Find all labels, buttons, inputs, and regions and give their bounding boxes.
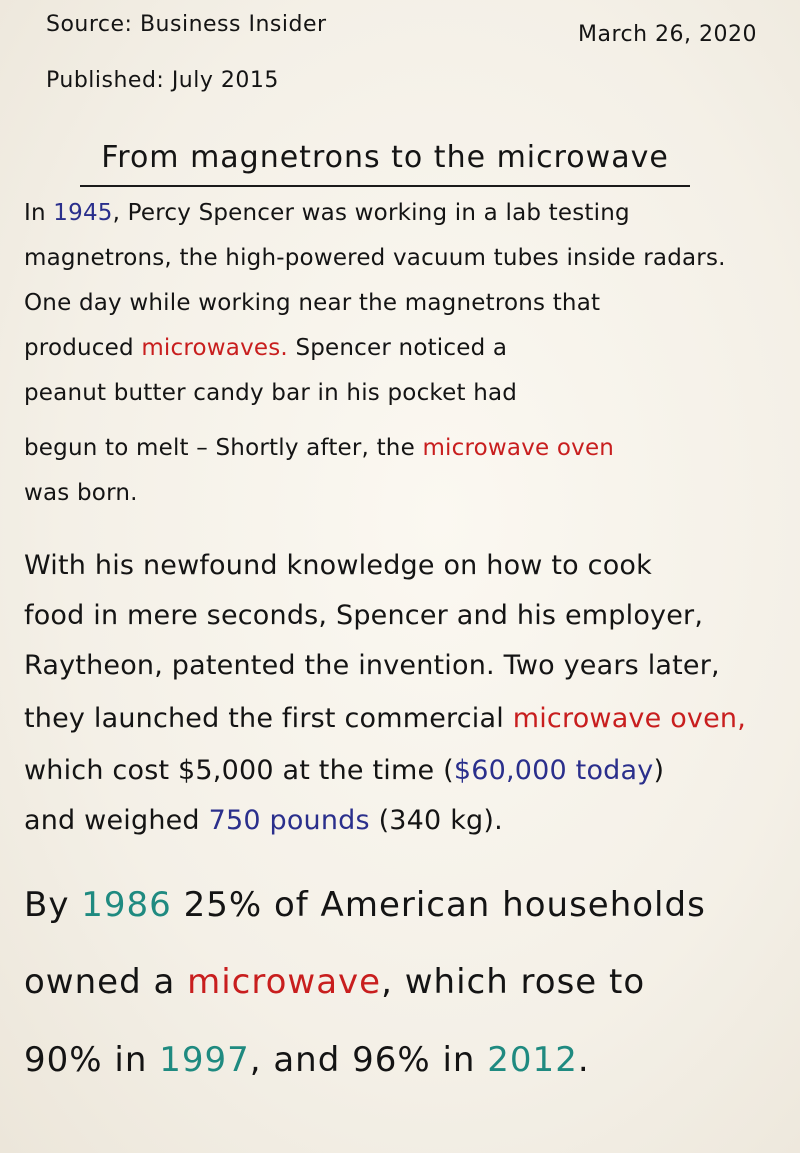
paragraph1-line2: magnetrons, the high-powered vacuum tubes inside radars. [24,245,726,271]
source-label: Source: Business Insider [46,12,327,37]
paragraph1-line5: peanut butter candy bar in his pocket had [24,380,518,406]
year-1986: 1986 [81,885,172,925]
weight-highlight: 750 pounds [208,805,370,836]
p3-l1-text-end: 25% of American households [171,885,706,925]
p3-l2-text: owned a [24,962,188,1002]
p3-l1-text: By [24,885,82,925]
paragraph3-line2 [24,962,645,1002]
paragraph1-line6 [24,435,614,461]
p3-l3-text-mid: , and 96% in [249,1040,488,1080]
p2-l5-text-end: ) [653,755,665,786]
microwaves-highlight: microwaves. [141,335,288,361]
paragraph2-line3: Raytheon, patented the invention. Two years later, [24,650,720,681]
paragraph1-line3: One day while working near the magnetrons that [24,290,601,316]
p1-l1-text-end: , Percy Spencer was working in a lab testing [112,200,630,226]
paragraph1-line7: was born. [24,480,138,506]
paragraph3-line3 [24,1040,590,1080]
paragraph2-line4 [24,703,746,734]
year-1945: 1945 [53,200,113,226]
p2-l6-text: and weighed [24,805,209,836]
p1-l4-text: produced [24,335,142,361]
p2-l6-text-end: (340 kg). [369,805,503,836]
paragraph2-line5 [24,755,664,786]
p1-l1-text: In [24,200,54,226]
title-underline [80,185,690,187]
p2-l4-text: they launched the first commercial [24,703,513,734]
page-title: From magnetrons to the microwave [101,140,669,175]
paragraph3-line1 [24,885,706,925]
p3-l2-text-end: , which rose to [381,962,646,1002]
microwave-highlight: microwave [187,962,382,1002]
p2-l5-text: which cost $5,000 at the time ( [24,755,454,786]
paragraph2-line1: With his newfound knowledge on how to cook [24,550,652,581]
p1-l6-text: begun to melt – Shortly after, the [24,435,423,461]
paragraph2-line2: food in mere seconds, Spencer and his employer, [24,600,704,631]
p3-l3-text: 90% in [24,1040,160,1080]
paragraph2-line6 [24,805,503,836]
paragraph1-line4 [24,335,507,361]
date-label: March 26, 2020 [578,22,758,47]
published-label: Published: July 2015 [46,68,279,93]
microwave-oven-highlight-2: microwave oven, [512,703,747,734]
year-2012: 2012 [487,1040,578,1080]
p3-l3-text-end: . [577,1040,590,1080]
price-today-highlight: $60,000 today [453,755,654,786]
microwave-oven-highlight: microwave oven [422,435,615,461]
paragraph1-line1 [24,200,630,226]
p1-l4-text-end: Spencer noticed a [287,335,508,361]
year-1997: 1997 [159,1040,250,1080]
